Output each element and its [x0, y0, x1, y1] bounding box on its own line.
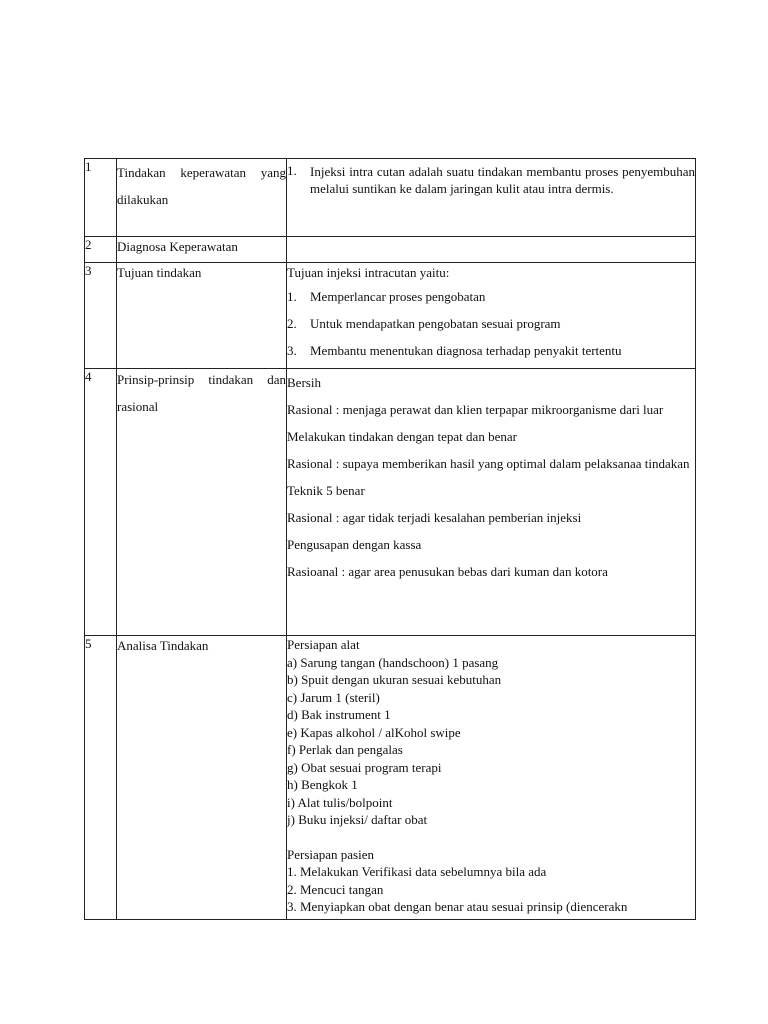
list-text: Memperlancar proses pengobatan: [310, 289, 486, 304]
table-row: [85, 636, 696, 920]
list-item: j) Buku injeksi/ daftar obat: [287, 812, 428, 827]
list-item: [287, 337, 695, 364]
row-number: 1: [85, 159, 117, 237]
list-item: d) Bak instrument 1: [287, 707, 391, 722]
row-label-text: Analisa Tindakan: [117, 638, 209, 653]
list-number: 2.: [287, 316, 297, 331]
principle-line: Bersih: [287, 375, 321, 390]
list-item: [287, 283, 695, 310]
row-content: [287, 237, 696, 263]
row-label: [117, 636, 287, 920]
row-label-text: Prinsip-prinsip tindakan dan rasional: [117, 372, 286, 414]
row-label: [117, 159, 287, 237]
rationale-line: Rasional : menjaga perawat dan klien terpapar mikroorganisme dari luar: [287, 402, 664, 417]
principle-line: Melakukan tindakan dengan tepat dan benar: [287, 429, 517, 444]
row-number: 4: [85, 369, 117, 636]
nursing-action-table: [84, 158, 696, 920]
list-item: 3. Menyiapkan obat dengan benar atau sesuai prinsip (diencerakn: [287, 899, 628, 914]
row-content: [287, 636, 696, 920]
list-text: Untuk mendapatkan pengobatan sesuai program: [310, 316, 561, 331]
row-label: [117, 369, 287, 636]
row-label-text: Tindakan keperawatan yang dilakukan: [117, 165, 286, 207]
list-item: e) Kapas alkohol / alKohol swipe: [287, 724, 461, 740]
patient-prep-title: Persiapan pasien: [287, 846, 375, 862]
row-number: 2: [85, 237, 117, 263]
rationale-line: Rasional : agar tidak terjadi kesalahan pemberian injeksi: [287, 510, 582, 525]
list-number: 1.: [287, 163, 297, 178]
list-item: h) Bengkok 1: [287, 777, 358, 792]
list-number: 3.: [287, 343, 297, 358]
list-number: 1.: [287, 289, 297, 304]
rationale-line: Rasional : supaya memberikan hasil yang optimal dalam pelaksanaa tindakan: [287, 456, 690, 471]
row-number: 5: [85, 636, 117, 920]
row-label: [117, 237, 287, 263]
list-item: c) Jarum 1 (steril): [287, 689, 380, 705]
list-item: [287, 310, 695, 337]
list-item: g) Obat sesuai program terapi: [287, 759, 442, 775]
row-number: 3: [85, 263, 117, 369]
table-row: [85, 159, 696, 237]
equipment-title: Persiapan alat: [287, 637, 360, 652]
table-row: [85, 237, 696, 263]
list-item: 1. Melakukan Verifikasi data sebelumnya bila ada: [287, 864, 547, 879]
row-label-text: Diagnosa Keperawatan: [117, 239, 238, 254]
row-label-text: Tujuan tindakan: [117, 265, 202, 280]
list-text: Membantu menentukan diagnosa terhadap penyakit tertentu: [310, 343, 622, 358]
list-item: f) Perlak dan pengalas: [287, 742, 403, 757]
rationale-line: Rasioanal : agar area penusukan bebas dari kuman dan kotora: [287, 564, 608, 579]
principle-line: Teknik 5 benar: [287, 483, 365, 498]
list-item: 2. Mencuci tangan: [287, 881, 384, 897]
row-label: [117, 263, 287, 369]
list-item: b) Spuit dengan ukuran sesuai kebutuhan: [287, 672, 502, 687]
row-content: [287, 263, 696, 369]
table-row: [85, 263, 696, 369]
list-intro: Tujuan injeksi intracutan yaitu:: [287, 265, 450, 280]
principle-line: Pengusapan dengan kassa: [287, 537, 422, 552]
list-item: i) Alat tulis/bolpoint: [287, 794, 393, 810]
table-row: [85, 369, 696, 636]
list-text: Injeksi intra cutan adalah suatu tindakan membantu proses penyembuhan melalui suntikan ke dalam jaringan kulit atau intra dermis.: [310, 164, 695, 196]
row-content: [287, 159, 696, 237]
list-item: [287, 163, 695, 197]
row-content: [287, 369, 696, 636]
list-item: a) Sarung tangan (handschoon) 1 pasang: [287, 654, 499, 670]
